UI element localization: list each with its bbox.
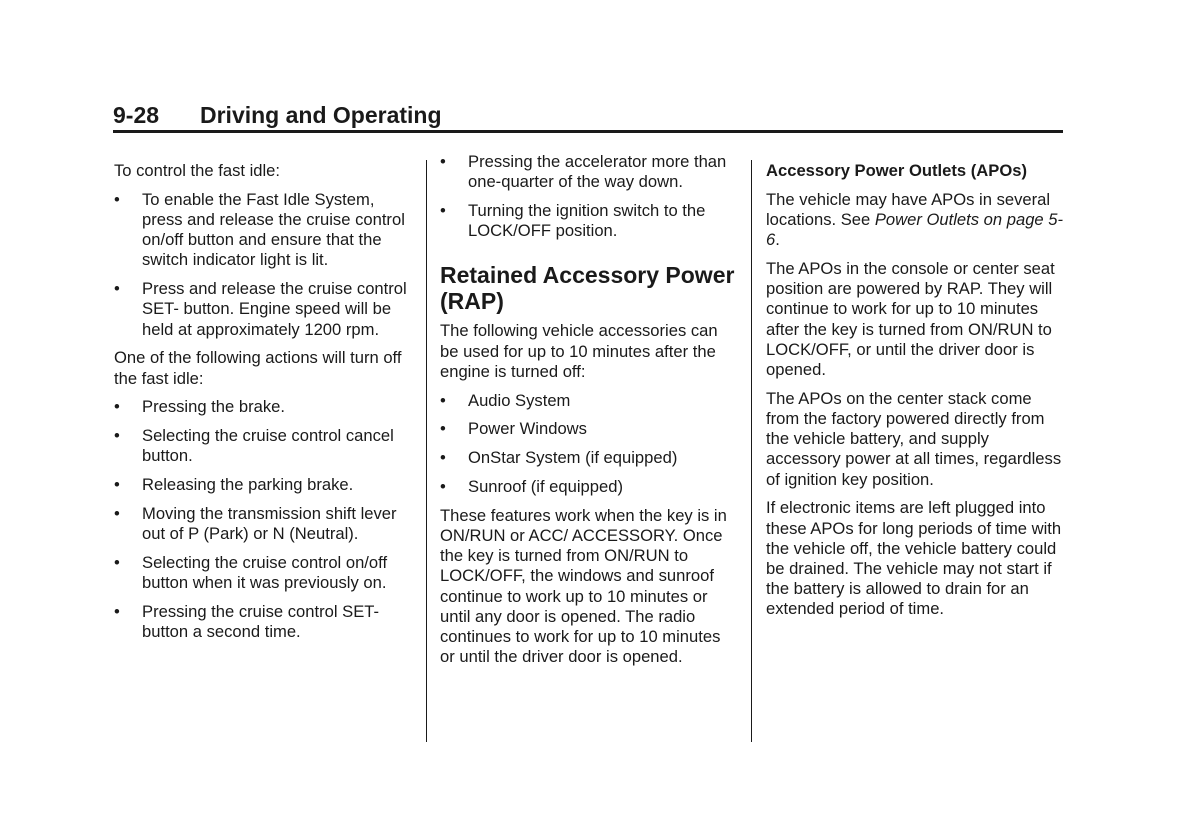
- apo-paragraph-4: If electronic items are left plugged into these APOs for long periods of time with the vehicle off, the vehicle battery could be drained. The vehicle may not start if the battery is allowed to drain for an extended period of time.: [766, 498, 1062, 619]
- list-item: [440, 391, 738, 411]
- list-item-text: Selecting the cruise control cancel button.: [142, 426, 394, 466]
- list-item-text: Press and release the cruise control SET- button. Engine speed will be held at approximately 1200 rpm.: [142, 279, 407, 339]
- bullet-icon: •: [114, 189, 120, 209]
- list-item: [114, 475, 412, 495]
- list-item: [440, 419, 738, 439]
- list-item-text: Pressing the accelerator more than one-quarter of the way down.: [468, 152, 727, 192]
- column-1: [114, 154, 412, 651]
- apo-paragraph-1-text: The vehicle may have APOs in several locations. See: [766, 189, 1051, 229]
- apo-paragraph-1-end: .: [775, 230, 780, 250]
- list-item-text: Power Windows: [468, 419, 587, 439]
- bullet-icon: •: [114, 504, 120, 523]
- bullet-icon: •: [440, 477, 446, 496]
- bullet-icon: •: [114, 602, 120, 621]
- bullet-icon: •: [440, 448, 446, 468]
- list-item-text: Pressing the cruise control SET- button a second time.: [142, 602, 380, 642]
- list-item-text: To enable the Fast Idle System, press and release the cruise control on/off button and ensure that the switch indicator light is lit.: [142, 189, 405, 270]
- rap-body: These features work when the key is in ON/RUN or ACC/ ACCESSORY. Once the key is turned from ON/RUN to LOCK/OFF, the windows and sunroof continue to work up to 10 minutes or until any door is opened. The radio continues to work for up to 10 minutes or until the driver door is opened.: [440, 505, 727, 667]
- list-item: [114, 279, 412, 340]
- list-item: [440, 201, 738, 241]
- column-2: [440, 154, 738, 676]
- column-divider-2: [751, 160, 752, 742]
- apo-paragraph-3: The APOs on the center stack come from the factory powered directly from the vehicle battery, and supply accessory power at all times, regardless of ignition key position.: [766, 388, 1062, 489]
- list-item: [114, 504, 412, 544]
- bullet-icon: •: [114, 397, 120, 417]
- list-item: [114, 553, 412, 593]
- bullet-icon: •: [114, 475, 120, 495]
- list-item: [114, 190, 412, 271]
- list-item: [114, 397, 412, 417]
- section-heading-apo: Accessory Power Outlets (APOs): [766, 161, 1027, 180]
- chapter-title: Driving and Operating: [200, 102, 442, 128]
- bullet-icon: •: [440, 152, 446, 171]
- fast-idle-intro: To control the fast idle:: [114, 161, 281, 180]
- list-item: [440, 477, 738, 497]
- list-item: [440, 152, 738, 192]
- bullet-icon: •: [114, 426, 120, 446]
- bullet-icon: •: [114, 553, 120, 572]
- bullet-icon: •: [440, 390, 446, 410]
- list-item-text: Releasing the parking brake.: [142, 475, 354, 495]
- list-item-text: Sunroof (if equipped): [468, 477, 623, 496]
- list-item: [114, 602, 412, 642]
- column-divider-1: [426, 160, 427, 742]
- list-item: [114, 426, 412, 466]
- rap-intro: The following vehicle accessories can be used for up to 10 minutes after the engine is turned off:: [440, 321, 718, 381]
- bullet-icon: •: [114, 279, 120, 299]
- bullet-icon: •: [440, 201, 446, 220]
- section-heading-rap: Retained Accessory Power (RAP): [440, 262, 735, 315]
- column-3: [766, 154, 1064, 628]
- list-item-text: Audio System: [468, 390, 571, 410]
- list-item-text: Moving the transmission shift lever out of P (Park) or N (Neutral).: [142, 504, 397, 544]
- page-number: 9-28: [113, 102, 160, 128]
- apo-paragraph-2: The APOs in the console or center seat position are powered by RAP. They will continue to work for up to 10 minutes after the key is turned from ON/RUN to LOCK/OFF, or until the driver door is opened.: [766, 259, 1055, 380]
- list-item: [440, 448, 738, 468]
- bullet-icon: •: [440, 419, 446, 439]
- list-item-text: Pressing the brake.: [142, 397, 285, 417]
- list-item-text: Turning the ignition switch to the LOCK/OFF position.: [468, 201, 706, 241]
- cross-reference-link: Power Outlets on page 5-6: [766, 210, 1064, 250]
- list-item-text: Selecting the cruise control on/off button when it was previously on.: [142, 553, 388, 593]
- apo-paragraph-1: [766, 190, 1064, 251]
- list-item-text: OnStar System (if equipped): [468, 448, 678, 468]
- fast-idle-off-intro: One of the following actions will turn off the fast idle:: [114, 348, 402, 388]
- page-header: [113, 100, 1063, 133]
